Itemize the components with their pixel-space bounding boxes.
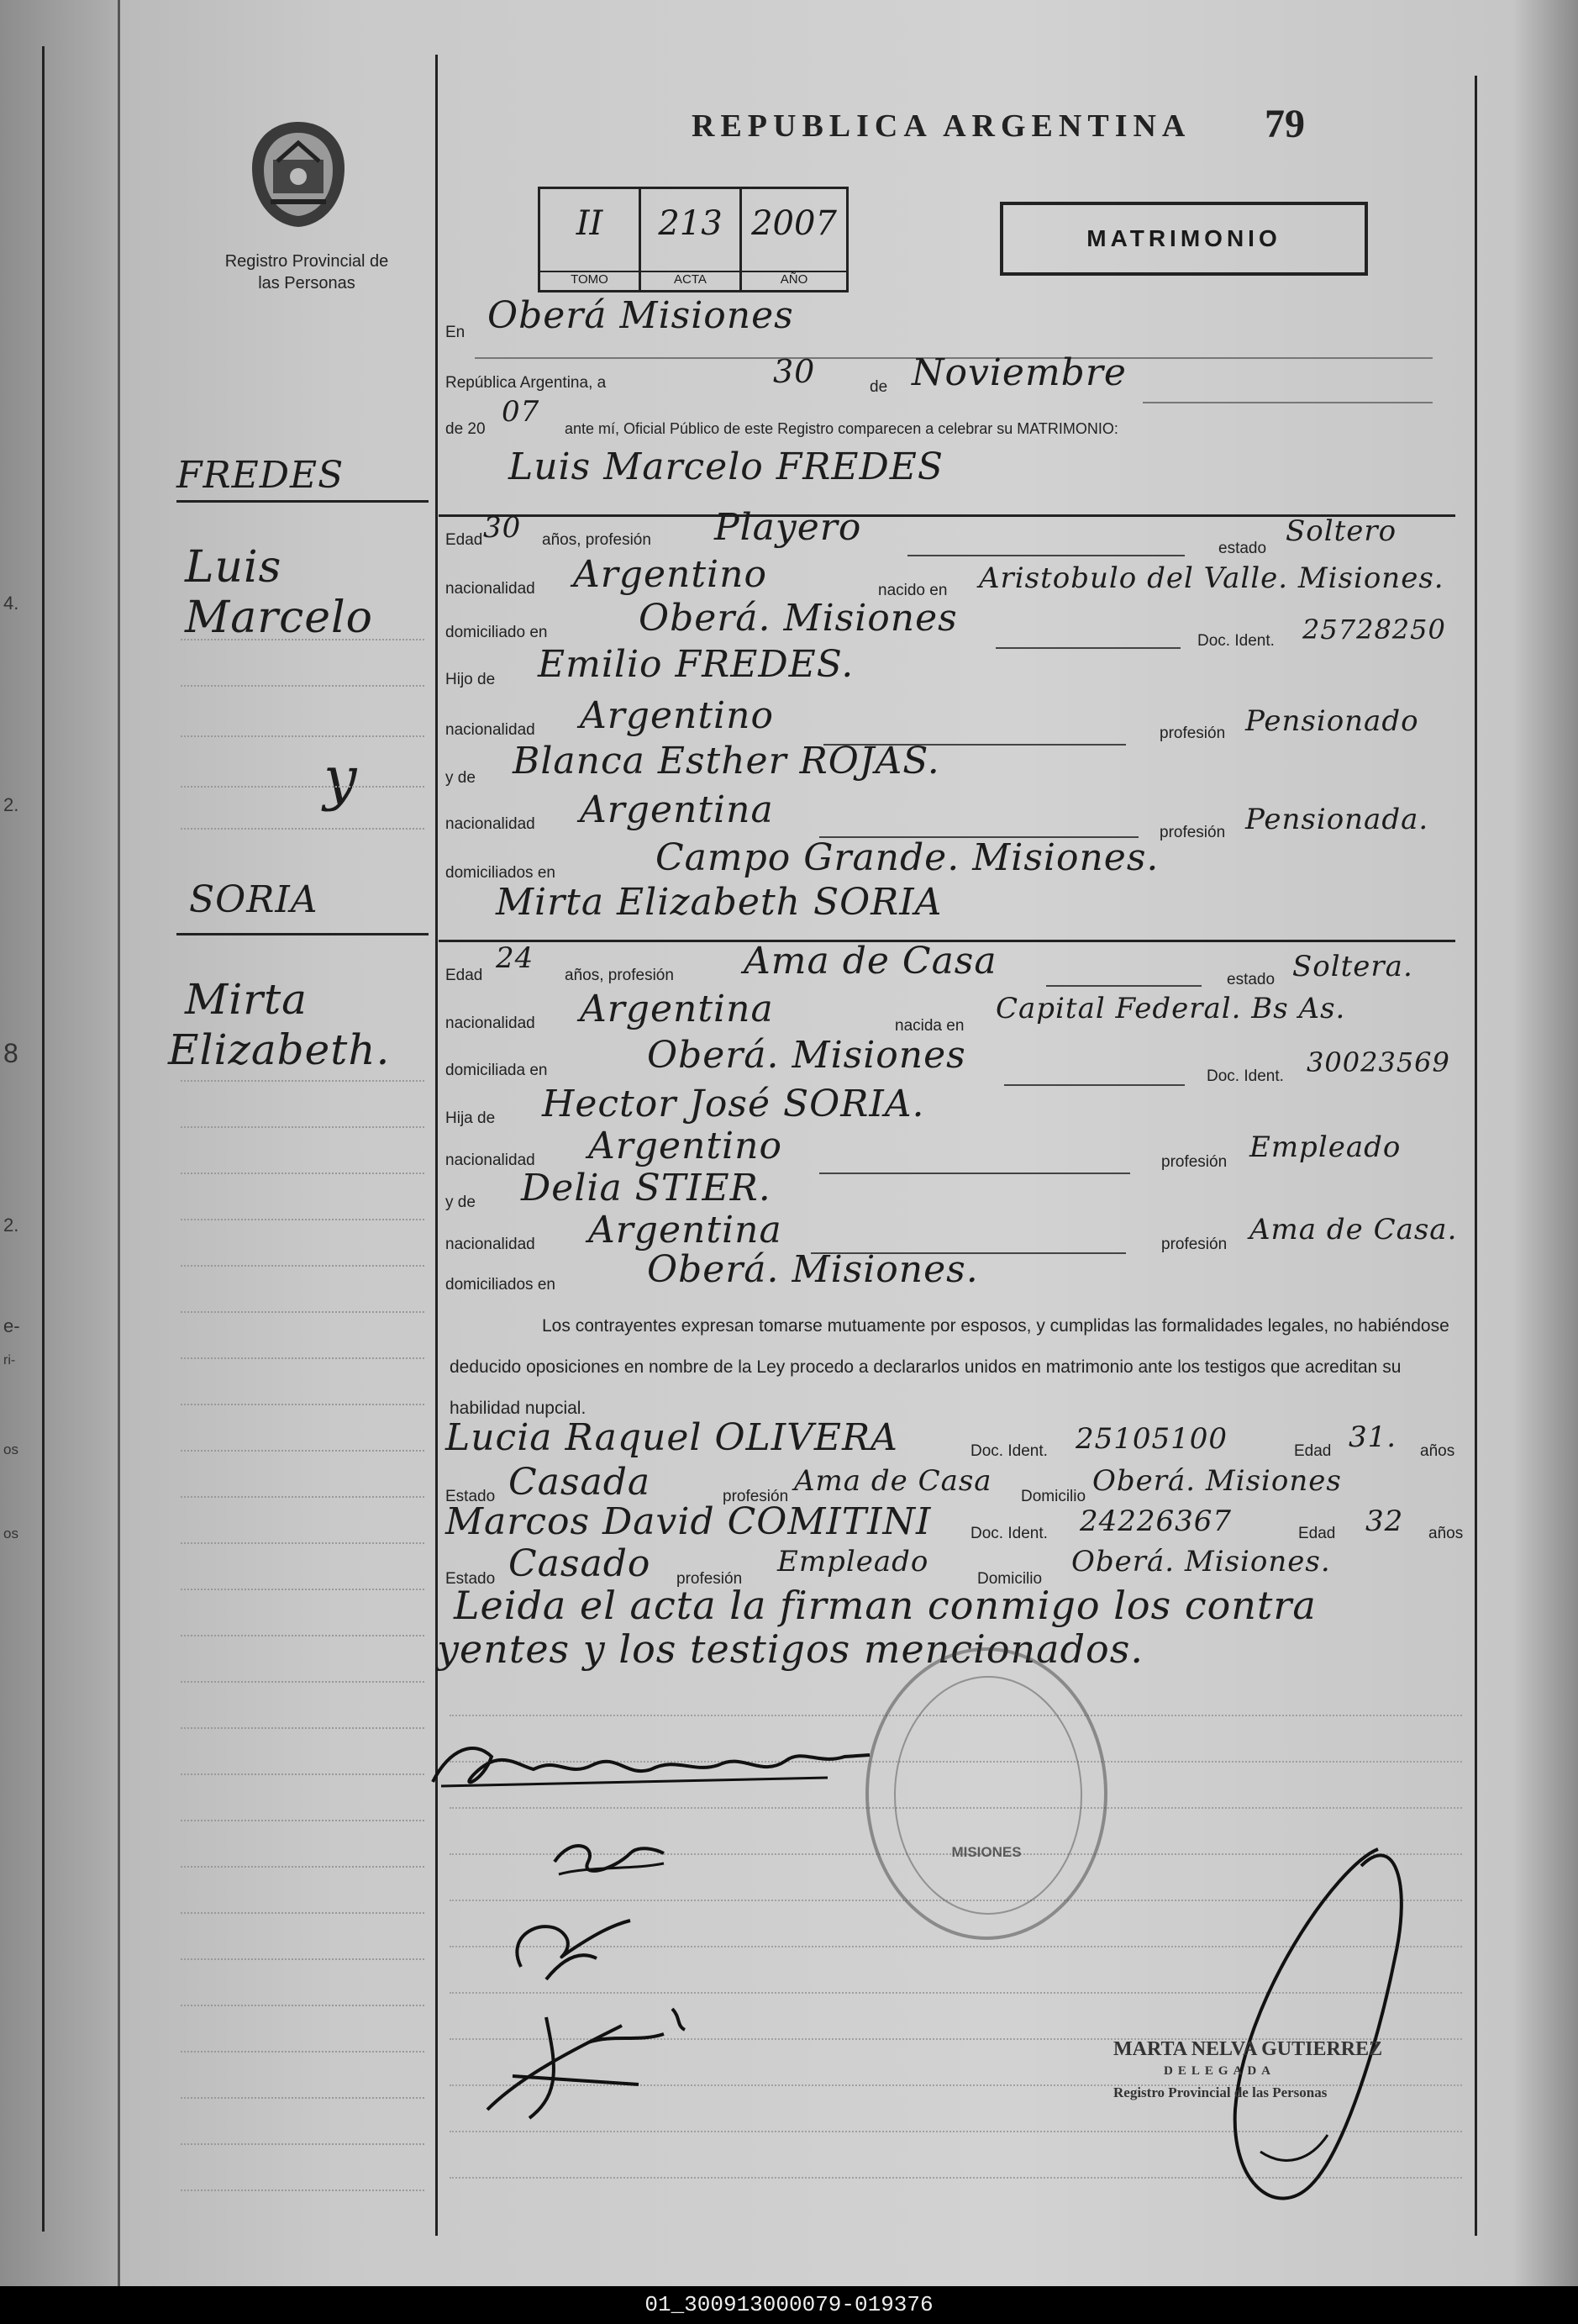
groom-nac-label: nacionalidad — [445, 580, 535, 598]
margin-divider — [176, 500, 429, 503]
witness-1-dom-label: Domicilio — [1021, 1488, 1086, 1505]
tomo-cell — [540, 189, 641, 290]
right-border — [1475, 76, 1477, 2236]
margin-bride-name-1: Mirta — [185, 975, 308, 1024]
bride-nac-label: nacionalidad — [445, 1014, 535, 1032]
margin-rule — [181, 1080, 424, 1083]
margin-rule — [181, 1496, 424, 1499]
registry-stamp — [865, 1647, 1107, 1940]
previous-page-edge — [0, 0, 120, 2286]
groom-profesion-label: años, profesión — [542, 531, 651, 549]
bride-full-name: Mirta Elizabeth SORIA — [496, 881, 943, 924]
prev-page-mark: 2. — [3, 794, 19, 815]
groom-yde-label: y de — [445, 769, 476, 787]
image-caption: 01_300913000079-019376 — [0, 2286, 1578, 2324]
official-name: MARTA NELVA GUTIERREZ — [1113, 2038, 1383, 2060]
bride-parents-dom-label: domiciliados en — [445, 1276, 555, 1294]
record-reference-box — [538, 187, 849, 292]
witness-2-edad-label: Edad — [1298, 1525, 1336, 1542]
witness-2-name: Marcos David COMITINI — [445, 1500, 932, 1543]
hija-label: Hija de — [445, 1109, 496, 1127]
margin-rule — [181, 1773, 424, 1776]
bride-father: Hector José SORIA. — [542, 1083, 925, 1125]
margin-rule — [181, 1219, 424, 1221]
country-title: REPUBLICA ARGENTINA — [692, 108, 1191, 144]
anio-cell — [742, 189, 846, 290]
margin-bride-surname: SORIA — [189, 878, 318, 921]
bride-father-nationality: Argentino — [588, 1125, 782, 1167]
bride-profession: Ama de Casa — [744, 940, 997, 983]
prev-page-mark: 2. — [3, 1215, 19, 1236]
groom-dom-label: domiciliado en — [445, 624, 548, 641]
official-role: DELEGADA — [1164, 2064, 1276, 2078]
bride-address: Oberá. Misiones — [647, 1034, 966, 1077]
margin-groom-name-2: Marcelo — [185, 593, 373, 643]
bride-father-prof-label: profesión — [1161, 1153, 1228, 1171]
witness-1-anos-label: años — [1420, 1442, 1455, 1460]
column-divider — [435, 55, 438, 2236]
margin-rule — [181, 1173, 424, 1175]
official-name-stamp — [1113, 2038, 1382, 2104]
anio-label: AÑO — [742, 271, 846, 287]
prev-page-mark: 4. — [3, 593, 19, 614]
margin-rule — [181, 1404, 424, 1406]
fill-line — [819, 1173, 1130, 1174]
margin-rule — [181, 639, 424, 641]
witness-2-dom-label: Domicilio — [977, 1570, 1043, 1588]
margin-divider — [176, 933, 429, 935]
witness-2-anos-label: años — [1428, 1525, 1464, 1542]
margin-groom-surname: FREDES — [176, 454, 345, 497]
fill-line — [1046, 985, 1202, 987]
margin-rule — [181, 1126, 424, 1129]
registry-name: Registro Provincial de las Personas — [224, 252, 389, 292]
witness-1-name: Lucia Raquel OLIVERA — [445, 1416, 898, 1459]
groom-father: Emilio FREDES. — [538, 643, 855, 686]
margin-rule — [181, 1681, 424, 1684]
margin-rule — [181, 2190, 424, 2192]
margin-rule — [181, 1311, 424, 1314]
fill-line — [1143, 402, 1433, 403]
witness-1-doc: 25105100 — [1076, 1422, 1228, 1456]
closing-line-1: Leida el acta la firman conmigo los contra — [454, 1583, 1317, 1628]
bride-doc-number: 30023569 — [1307, 1046, 1450, 1078]
margin-rule — [181, 786, 424, 788]
de-label: de — [870, 378, 888, 396]
stamp-text: MISIONES — [951, 1844, 1022, 1860]
margin-groom-name-1: Luis — [185, 542, 282, 593]
bride-age: 24 — [496, 941, 534, 975]
groom-mother-profession: Pensionada. — [1245, 803, 1429, 836]
margin-rule — [181, 828, 424, 830]
groom-mother-nationality: Argentina — [580, 788, 774, 831]
prev-page-mark: 8 — [3, 1038, 18, 1068]
tomo-value: II — [576, 204, 603, 243]
bride-mother-nationality: Argentina — [588, 1209, 782, 1252]
witness-1-address: Oberá. Misiones — [1092, 1464, 1342, 1498]
official-signature — [1210, 1832, 1428, 2227]
groom-doc-label: Doc. Ident. — [1197, 632, 1275, 650]
witness-1-estado-label: Estado — [445, 1488, 496, 1505]
bride-estado-label: estado — [1227, 971, 1276, 988]
margin-rule — [181, 2005, 424, 2007]
witness-2-doc: 24226367 — [1080, 1505, 1233, 1538]
bride-parents-address: Oberá. Misiones. — [647, 1248, 979, 1291]
margin-rule — [181, 1635, 424, 1637]
groom-father-nationality: Argentino — [580, 694, 774, 737]
acta-value: 213 — [658, 204, 723, 243]
marriage-declaration: Los contrayentes expresan tomarse mutuamente por esposos, y cumplidas las formalidades legales, no habiéndose deducido oposiciones en nombre de la Ley procedo a declararlos unidos en matrimonio ante los testigos que acreditan su habilidad nupcial. — [450, 1316, 1449, 1418]
prev-page-mark: e- — [3, 1315, 20, 1336]
en-label: En — [445, 324, 466, 341]
bride-father-profession: Empleado — [1249, 1130, 1402, 1164]
groom-father-nac-label: nacionalidad — [445, 721, 535, 739]
witness-1-estado: Casada — [508, 1461, 651, 1504]
margin-rule — [181, 2143, 424, 2146]
groom-nationality: Argentino — [573, 553, 767, 596]
groom-doc-number: 25728250 — [1302, 614, 1446, 646]
witness-2-signature — [471, 1992, 714, 2126]
groom-edad-label: Edad — [445, 531, 483, 549]
bride-doc-label: Doc. Ident. — [1207, 1067, 1284, 1085]
prev-page-rule — [42, 46, 45, 2232]
margin-rule — [181, 1357, 424, 1360]
bride-mother: Delia STIER. — [521, 1167, 771, 1209]
margin-connector: y — [323, 744, 358, 813]
marriage-place: Oberá Misiones — [487, 294, 794, 337]
margin-rule — [181, 1542, 424, 1545]
margin-rule — [181, 685, 424, 688]
groom-father-profession: Pensionado — [1245, 704, 1419, 738]
prev-page-mark: ri- — [3, 1353, 16, 1368]
groom-marital-status: Soltero — [1286, 514, 1397, 548]
anio-value: 2007 — [751, 204, 837, 243]
witness-2-estado-label: Estado — [445, 1570, 496, 1588]
acta-cell — [641, 189, 742, 290]
witness-1-prof-label: profesión — [723, 1488, 789, 1505]
bride-mother-prof-label: profesión — [1161, 1236, 1228, 1253]
witness-1-doc-label: Doc. Ident. — [970, 1442, 1048, 1460]
margin-rule — [181, 1912, 424, 1915]
margin-rule — [181, 1265, 424, 1267]
witness-2-age: 32 — [1365, 1505, 1404, 1538]
folio-number: 79 — [1265, 102, 1305, 146]
appearance-text: ante mí, Oficial Público de este Registro comparecen a celebrar su MATRIMONIO: — [565, 420, 1118, 437]
groom-profession: Playero — [714, 506, 862, 549]
provincial-seal-icon — [244, 118, 353, 231]
witness-2-doc-label: Doc. Ident. — [970, 1525, 1048, 1542]
groom-nacido-label: nacido en — [878, 582, 948, 599]
bride-dom-label: domiciliada en — [445, 1062, 548, 1079]
margin-rule — [181, 1589, 424, 1591]
fill-line — [907, 555, 1185, 556]
witness-2-profession: Empleado — [777, 1545, 929, 1578]
tomo-label: TOMO — [540, 271, 639, 287]
prev-page-mark: os — [3, 1526, 18, 1541]
margin-rule — [181, 2051, 424, 2053]
margin-rule — [181, 1450, 424, 1452]
bride-mother-profession: Ama de Casa. — [1249, 1213, 1458, 1246]
margin-rule — [181, 1727, 424, 1730]
groom-father-prof-label: profesión — [1160, 725, 1226, 742]
groom-full-name: Luis Marcelo FREDES — [508, 445, 944, 488]
bride-nacida-label: nacida en — [895, 1017, 965, 1035]
acta-label: ACTA — [641, 271, 739, 287]
fill-line — [1004, 1084, 1185, 1086]
bride-father-nac-label: nacionalidad — [445, 1151, 535, 1169]
bride-edad-label: Edad — [445, 967, 483, 984]
groom-signature — [424, 1731, 878, 1807]
witness-1-age: 31. — [1349, 1420, 1397, 1454]
republica-label: República Argentina, a — [445, 374, 607, 392]
witness-1-signature — [496, 1900, 647, 1992]
marriage-month: Noviembre — [912, 351, 1127, 394]
bride-birthplace: Capital Federal. Bs As. — [996, 992, 1346, 1025]
bride-mother-nac-label: nacionalidad — [445, 1236, 535, 1253]
margin-rule — [181, 2097, 424, 2100]
margin-rule — [181, 1820, 424, 1822]
bride-marital-status: Soltera. — [1292, 950, 1413, 983]
witness-2-address: Oberá. Misiones. — [1071, 1545, 1331, 1578]
witness-1-edad-label: Edad — [1294, 1442, 1332, 1460]
bride-nationality: Argentina — [580, 988, 774, 1030]
witness-2-estado: Casado — [508, 1542, 651, 1585]
groom-mother-nac-label: nacionalidad — [445, 815, 535, 833]
groom-mother: Blanca Esther ROJAS. — [513, 740, 940, 783]
official-registry: Registro Provincial de las Personas — [1113, 2084, 1328, 2100]
hijo-label: Hijo de — [445, 671, 496, 688]
year-suffix: 07 — [502, 395, 540, 429]
bride-signature — [546, 1828, 672, 1887]
margin-rule — [181, 1866, 424, 1868]
document-type-box — [1000, 202, 1368, 276]
stamp-inner-ring — [894, 1676, 1082, 1915]
bride-profesion-label: años, profesión — [565, 967, 674, 984]
closing-line-2: yentes y los testigos mencionados. — [437, 1626, 1144, 1672]
groom-parents-dom-label: domiciliados en — [445, 864, 555, 882]
groom-address: Oberá. Misiones — [639, 597, 958, 640]
prev-page-mark: os — [3, 1441, 18, 1457]
groom-estado-label: estado — [1218, 540, 1267, 557]
fill-line — [996, 647, 1181, 649]
margin-rule — [181, 735, 424, 738]
year-prefix: de 20 — [445, 420, 486, 438]
margin-rule — [181, 1958, 424, 1961]
bride-yde-label: y de — [445, 1194, 476, 1211]
witness-1-profession: Ama de Casa — [794, 1464, 992, 1498]
groom-parents-address: Campo Grande. Misiones. — [655, 836, 1160, 879]
groom-mother-prof-label: profesión — [1160, 824, 1226, 841]
groom-age: 30 — [483, 511, 522, 545]
margin-bride-name-2: Elizabeth. — [168, 1025, 391, 1074]
groom-birthplace: Aristobulo del Valle. Misiones. — [979, 561, 1444, 595]
document-type: MATRIMONIO — [1086, 225, 1281, 251]
witness-2-prof-label: profesión — [676, 1570, 743, 1588]
marriage-day: 30 — [773, 353, 816, 390]
